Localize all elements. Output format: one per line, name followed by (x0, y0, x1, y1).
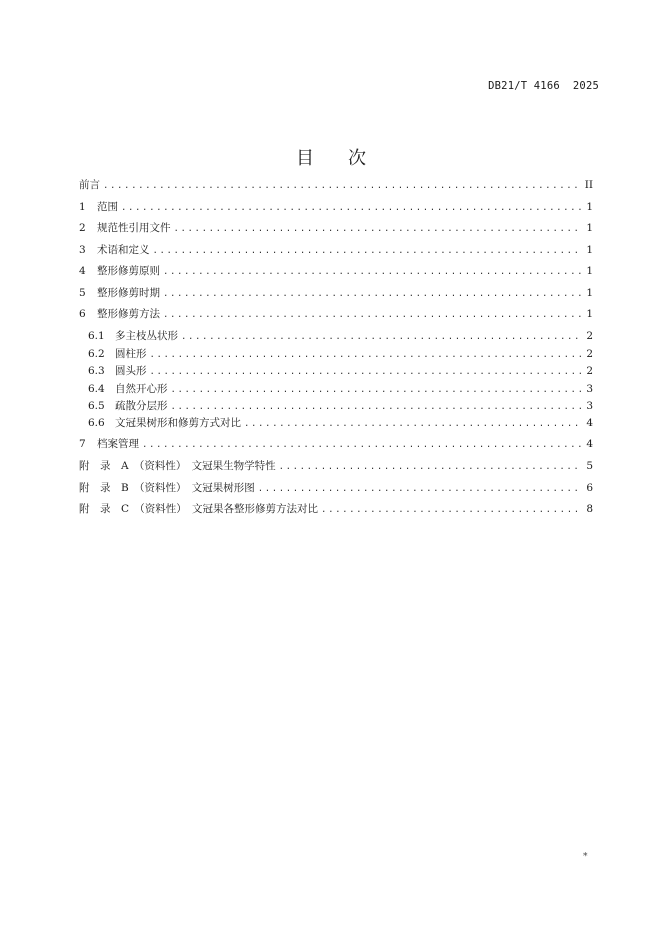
toc-entry-6-6[interactable] (88, 416, 593, 431)
toc-entry-1[interactable] (79, 200, 593, 215)
toc-leader-dots (174, 222, 583, 236)
toc-entry-page: II (584, 179, 593, 191)
toc-entry-number: 6.1 (88, 330, 105, 342)
toc-entry-label: 整形修剪原则 (97, 265, 160, 277)
toc-entry-page: 1 (586, 244, 593, 256)
toc-entry-page: 1 (586, 287, 593, 299)
toc-entry-2[interactable] (79, 221, 593, 236)
toc-leader-dots (121, 201, 582, 215)
toc-title: 目次 (296, 148, 400, 169)
toc-entry-number: 3 (79, 244, 86, 256)
toc-leader-dots (103, 179, 582, 193)
toc-entry-6-3[interactable] (88, 364, 593, 379)
toc-entry-page: 8 (586, 503, 593, 515)
toc-leader-dots (181, 330, 582, 344)
toc-entry-3[interactable] (79, 243, 593, 258)
toc-entry-6-1[interactable] (88, 329, 593, 344)
toc-entry-6-4[interactable] (88, 382, 593, 397)
toc-leader-dots (163, 308, 582, 322)
toc-entry-number: 6.3 (88, 365, 105, 377)
toc-entry-label: 圆头形 (115, 365, 147, 377)
toc-entry-label: 规范性引用文件 (97, 222, 171, 234)
toc-entry-label: 多主枝丛状形 (115, 330, 178, 342)
toc-entry-number: 6.6 (88, 417, 105, 429)
toc-entry-6-2[interactable] (88, 347, 593, 362)
toc-leader-dots (321, 503, 582, 517)
toc-entry-6[interactable] (79, 307, 593, 322)
toc-entry-label: 整形修剪方法 (97, 308, 160, 320)
toc-entry-label: 文冠果树形和修剪方式对比 (115, 417, 241, 429)
document-code: DB21/T 4166 2025 (488, 80, 599, 92)
toc-entry-label: 自然开心形 (115, 383, 168, 395)
toc-entry-number: 7 (79, 438, 86, 450)
toc-entry-label: 附 录 C （资料性） 文冠果各整形修剪方法对比 (79, 503, 319, 515)
toc-entry-label: 档案管理 (97, 438, 139, 450)
toc-entry-number: 4 (79, 265, 86, 277)
toc-entry-page: 2 (586, 330, 593, 342)
page-footer-mark: * (583, 852, 588, 862)
toc-entry-number: 1 (79, 201, 86, 213)
toc-entry-page: 6 (586, 482, 593, 494)
toc-entry-5[interactable] (79, 286, 593, 301)
toc-entry-page: 3 (586, 383, 593, 395)
toc-leader-dots (153, 244, 583, 258)
toc-leader-dots (171, 383, 583, 397)
toc-entry-page: 1 (586, 222, 593, 234)
toc-entry-page: 1 (586, 308, 593, 320)
toc-entry-number: 6.4 (88, 383, 105, 395)
toc-leader-dots (150, 348, 583, 362)
toc-entry-number: 5 (79, 287, 86, 299)
toc-entry-page: 2 (586, 348, 593, 360)
toc-entry-number: 6.2 (88, 348, 105, 360)
toc-entry-page: 5 (586, 460, 593, 472)
toc-entry-number: 6 (79, 308, 86, 320)
toc-entry-appendix-c[interactable] (79, 502, 593, 517)
toc-entry-label: 整形修剪时期 (97, 287, 160, 299)
toc-leader-dots (163, 265, 582, 279)
toc-leader-dots (150, 365, 583, 379)
toc-entry-number: 2 (79, 222, 86, 234)
toc-entry-label: 圆柱形 (115, 348, 147, 360)
toc-leader-dots (244, 417, 582, 431)
toc-entry-7[interactable] (79, 437, 593, 452)
toc-entry-4[interactable] (79, 264, 593, 279)
toc-entry-foreword[interactable] (79, 178, 593, 193)
toc-entry-page: 2 (586, 365, 593, 377)
toc-entry-page: 1 (586, 201, 593, 213)
toc-entry-label: 附 录 A （资料性） 文冠果生物学特性 (79, 460, 276, 472)
toc-leader-dots (171, 400, 583, 414)
toc-entry-page: 4 (586, 438, 593, 450)
toc-entry-appendix-b[interactable] (79, 481, 593, 496)
toc-entry-6-5[interactable] (88, 399, 593, 414)
toc-entry-page: 1 (586, 265, 593, 277)
toc-leader-dots (163, 287, 582, 301)
toc-entry-label: 术语和定义 (97, 244, 150, 256)
toc-entry-label: 范围 (97, 201, 118, 213)
toc-entry-label: 疏散分层形 (115, 400, 168, 412)
toc-entry-label: 前言 (79, 179, 100, 191)
toc-entry-appendix-a[interactable] (79, 459, 593, 474)
toc-entry-page: 3 (586, 400, 593, 412)
toc-leader-dots (279, 460, 582, 474)
toc-leader-dots (258, 482, 582, 496)
toc-entry-number: 6.5 (88, 400, 105, 412)
toc-entry-page: 4 (586, 417, 593, 429)
toc-entry-label: 附 录 B （资料性） 文冠果树形图 (79, 482, 255, 494)
toc-leader-dots (142, 438, 582, 452)
